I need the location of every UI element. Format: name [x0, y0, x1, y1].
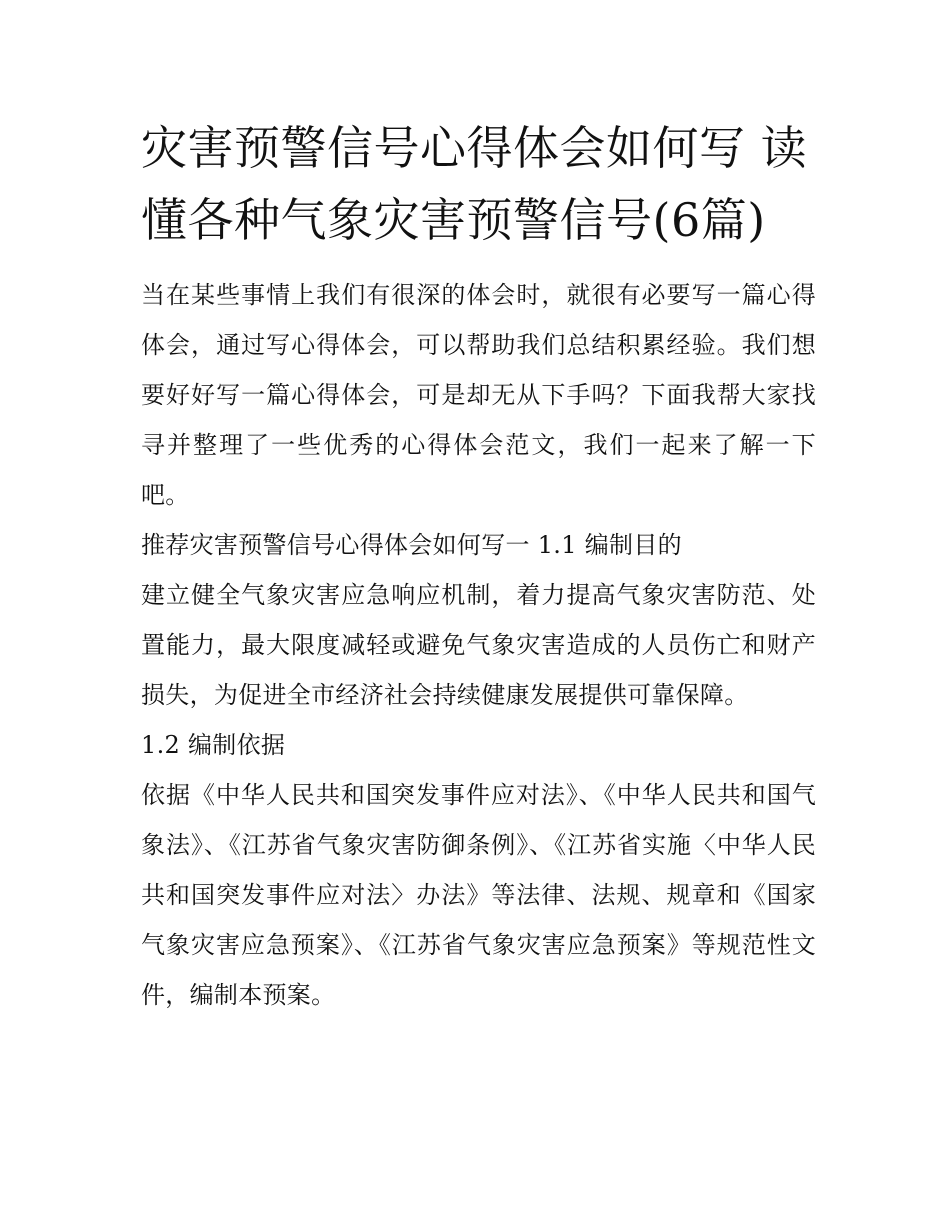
document-page: [141, 112, 816, 1020]
section-2-heading: 1.2 编制依据: [141, 731, 286, 759]
section-1-body: 建立健全气象灾害应急响应机制，着力提高气象灾害防范、处置能力，最大限度减轻或避免气象灾害造成的人员伤亡和财产损失，为促进全市经济社会持续健康发展提供可靠保障。: [141, 581, 816, 709]
section-2-body: 依据《中华人民共和国突发事件应对法》、《中华人民共和国气象法》、《江苏省气象灾害防御条例》、《江苏省实施〈中华人民共和国突发事件应对法〉办法》等法律、法规、规章和《国家气象灾害应急预案》、《江苏省气象灾害应急预案》等规范性文件，编制本预案。: [141, 781, 816, 1009]
section-1-heading: 推荐灾害预警信号心得体会如何写一 1.1 编制目的: [141, 531, 682, 559]
intro-paragraph: 当在某些事情上我们有很深的体会时，就很有必要写一篇心得体会，通过写心得体会，可以帮助我们总结积累经验。我们想要好好写一篇心得体会，可是却无从下手吗？下面我帮大家找寻并整理了一些优秀的心得体会范文，我们一起来了解一下吧。: [141, 281, 816, 509]
document-title: 灾害预警信号心得体会如何写 读懂各种气象灾害预警信号(6篇): [141, 121, 808, 247]
